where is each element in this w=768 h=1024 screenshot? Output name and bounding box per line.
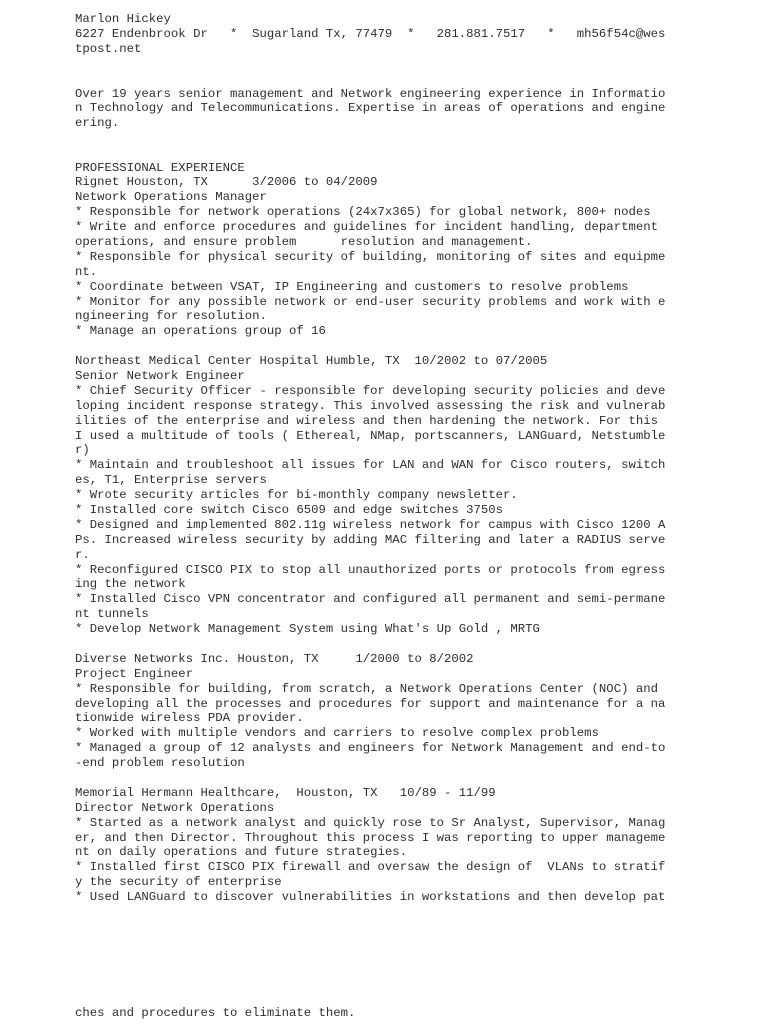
job-detail: * Responsible for physical security of building, monitoring of sites and equipme — [75, 249, 666, 264]
job-detail: I used a multitude of tools ( Ethereal, NMap, portscanners, LANGuard, Netstumble — [75, 428, 666, 443]
job-memorial-hermann — [75, 786, 755, 905]
job-detail: ngineering for resolution. — [75, 309, 267, 324]
blank-line — [75, 637, 755, 652]
job-detail: * Coordinate between VSAT, IP Engineering and customers to resolve problems — [75, 279, 629, 294]
experience-section — [75, 161, 755, 906]
job-role: Senior Network Engineer — [75, 368, 245, 383]
continuation-line: ches and procedures to eliminate them. — [75, 1006, 356, 1020]
blank-line — [75, 771, 755, 786]
job-detail: * Maintain and troubleshoot all issues for LAN and WAN for Cisco routers, switch — [75, 458, 666, 473]
job-northeast-medical — [75, 354, 755, 637]
section-heading: PROFESSIONAL EXPERIENCE — [75, 160, 245, 175]
summary-line: n Technology and Telecommunications. Expertise in areas of operations and engine — [75, 101, 666, 116]
job-detail: * Wrote security articles for bi-monthly company newsletter. — [75, 488, 518, 503]
job-detail: es, T1, Enterprise servers — [75, 473, 267, 488]
job-title-line: Northeast Medical Center Hospital Humble, TX 10/2002 to 07/2005 — [75, 354, 548, 369]
job-role: Director Network Operations — [75, 800, 275, 815]
job-detail: er, and then Director. Throughout this process I was reporting to upper manageme — [75, 830, 666, 845]
candidate-name: Marlon Hickey — [75, 12, 171, 26]
job-detail: * Develop Network Management System using What's Up Gold , MRTG — [75, 622, 540, 637]
job-detail: tionwide wireless PDA provider. — [75, 711, 304, 726]
job-title-line: Rignet Houston, TX 3/2006 to 04/2009 — [75, 175, 378, 190]
job-detail: operations, and ensure problem resolution and management. — [75, 234, 533, 249]
job-detail: r) — [75, 443, 90, 458]
job-detail: nt. — [75, 264, 98, 279]
summary-paragraph — [75, 87, 755, 132]
job-title-line: Diverse Networks Inc. Houston, TX 1/2000 to 8/2002 — [75, 651, 474, 666]
job-detail: loping incident response strategy. This involved assessing the risk and vulnerab — [75, 398, 666, 413]
job-detail: r. — [75, 547, 90, 562]
job-detail: * Write and enforce procedures and guidelines for incident handling, department — [75, 220, 658, 235]
job-detail: ing the network — [75, 577, 186, 592]
job-title-line: Memorial Hermann Healthcare, Houston, TX 10/89 - 11/99 — [75, 785, 496, 800]
job-detail: ilities of the enterprise and wireless and then hardening the network. For this — [75, 413, 658, 428]
summary-line: Over 19 years senior management and Network engineering experience in Informatio — [75, 86, 666, 101]
job-detail: * Installed core switch Cisco 6509 and edge switches 3750s — [75, 502, 504, 517]
job-detail: nt on daily operations and future strategies. — [75, 845, 408, 860]
job-detail: * Started as a network analyst and quickly rose to Sr Analyst, Supervisor, Manag — [75, 815, 666, 830]
job-role: Network Operations Manager — [75, 190, 267, 205]
job-detail: * Reconfigured CISCO PIX to stop all unauthorized ports or protocols from egress — [75, 562, 666, 577]
contact-line-wrap: tpost.net — [75, 41, 142, 56]
summary-line: ering. — [75, 116, 120, 131]
job-detail: * Manage an operations group of 16 — [75, 324, 326, 339]
job-detail: * Installed first CISCO PIX firewall and oversaw the design of VLANs to stratif — [75, 860, 666, 875]
job-diverse-networks — [75, 652, 755, 771]
blank-line — [75, 339, 755, 354]
job-detail: y the security of enterprise — [75, 875, 282, 890]
job-detail: nt tunnels — [75, 607, 149, 622]
job-detail: -end problem resolution — [75, 756, 245, 771]
job-rignet — [75, 175, 755, 339]
contact-header — [75, 12, 755, 57]
job-detail: developing all the processes and procedures for support and maintenance for a na — [75, 696, 666, 711]
job-detail: * Chief Security Officer - responsible for developing security policies and deve — [75, 383, 666, 398]
job-detail: * Used LANGuard to discover vulnerabilities in workstations and then develop pat — [75, 890, 666, 905]
job-detail: * Responsible for network operations (24x7x365) for global network, 800+ nodes — [75, 205, 651, 220]
job-role: Project Engineer — [75, 666, 194, 681]
job-detail: * Installed Cisco VPN concentrator and configured all permanent and semi-permane — [75, 592, 666, 607]
job-detail: * Managed a group of 12 analysts and engineers for Network Management and end-to — [75, 741, 666, 756]
page-continuation — [75, 1006, 755, 1021]
job-detail: Ps. Increased wireless security by adding MAC filtering and later a RADIUS serve — [75, 532, 666, 547]
contact-line: 6227 Endenbrook Dr * Sugarland Tx, 77479 * 281.881.7517 * mh56f54c@wes — [75, 26, 666, 41]
job-detail: * Worked with multiple vendors and carriers to resolve complex problems — [75, 726, 599, 741]
job-detail: * Monitor for any possible network or end-user security problems and work with e — [75, 294, 666, 309]
job-detail: * Designed and implemented 802.11g wireless network for campus with Cisco 1200 A — [75, 517, 666, 532]
job-detail: * Responsible for building, from scratch, a Network Operations Center (NOC) and — [75, 681, 658, 696]
